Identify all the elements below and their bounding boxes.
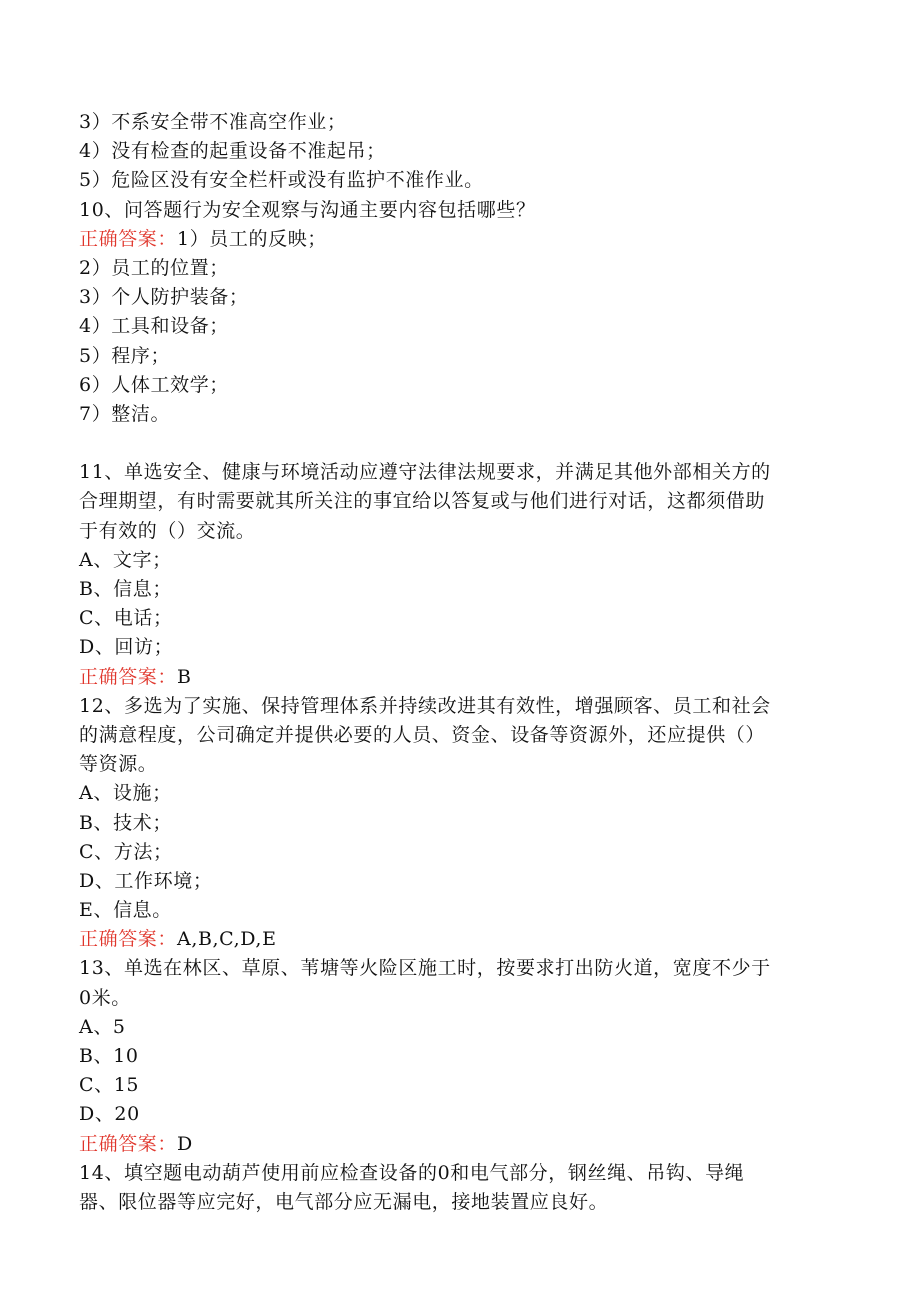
option: A、文字； — [79, 548, 172, 571]
answer-label: 正确答案： — [79, 928, 178, 951]
answer-line-11 — [79, 663, 849, 692]
option: B、10 — [79, 1045, 139, 1067]
question-12-line: 12、多选为了实施、保持管理体系并持续改进其有效性，增强顾客、员工和社会 — [79, 694, 771, 717]
option: B、技术； — [79, 811, 172, 834]
question-11-line: 于有效的（）交流。 — [79, 519, 256, 542]
answer-label: 正确答案： — [79, 1132, 178, 1155]
question-14-line: 器、限位器等应完好，电气部分应无漏电，接地装置应良好。 — [79, 1190, 609, 1213]
option: E、信息。 — [79, 899, 172, 922]
option: D、回访； — [79, 636, 174, 659]
answer-item: 7）整洁。 — [79, 402, 171, 425]
text-line: 4）没有检查的起重设备不准起吊； — [79, 140, 386, 163]
question-11-line: 11、单选安全、健康与环境活动应遵守法律法规要求，并满足其他外部相关方的 — [79, 461, 771, 484]
answer-line-10 — [79, 225, 849, 254]
answer-text: B — [177, 665, 192, 688]
answer-text: 1）员工的反映； — [177, 227, 327, 250]
answer-item: 6）人体工效学； — [79, 373, 229, 396]
option: A、设施； — [79, 782, 172, 805]
option: C、电话； — [79, 607, 173, 630]
question-11-line: 合理期望，有时需要就其所关注的事宜给以答复或与他们进行对话，这都须借助 — [79, 490, 766, 513]
answer-item: 4）工具和设备； — [79, 315, 229, 338]
question-14-line: 14、填空题电动葫芦使用前应检查设备的0和电气部分，钢丝绳、吊钩、导绳 — [79, 1161, 745, 1184]
option: D、20 — [79, 1103, 140, 1126]
answer-item: 5）程序； — [79, 344, 171, 367]
answer-label: 正确答案： — [79, 665, 178, 688]
option: C、方法； — [79, 840, 173, 863]
question-13-line: 13、单选在林区、草原、苇塘等火险区施工时，按要求打出防火道，宽度不少于 — [79, 957, 771, 980]
option: D、工作环境； — [79, 869, 213, 892]
answer-label: 正确答案： — [79, 227, 178, 250]
answer-line-13 — [79, 1130, 849, 1159]
document-page — [79, 108, 849, 1217]
answer-text: D — [177, 1132, 193, 1155]
question-10: 10、问答题行为安全观察与沟通主要内容包括哪些？ — [79, 198, 536, 221]
text-line: 5）危险区没有安全栏杆或没有监护不准作业。 — [79, 169, 484, 192]
text-line: 3）不系安全带不准高空作业； — [79, 111, 347, 133]
answer-item: 2）员工的位置； — [79, 256, 229, 279]
answer-text: A,B,C,D,E — [177, 928, 277, 951]
question-12-line: 的满意程度，公司确定并提供必要的人员、资金、设备等资源外，还应提供（） — [79, 723, 766, 746]
question-13-line: 0米。 — [79, 986, 131, 1009]
answer-item: 3）个人防护装备； — [79, 286, 249, 309]
answer-item — [79, 429, 849, 458]
answer-line-12 — [79, 925, 849, 954]
option: A、5 — [79, 1015, 126, 1038]
question-12-line: 等资源。 — [79, 753, 158, 776]
option: C、15 — [79, 1074, 140, 1097]
option: B、信息； — [79, 578, 172, 600]
